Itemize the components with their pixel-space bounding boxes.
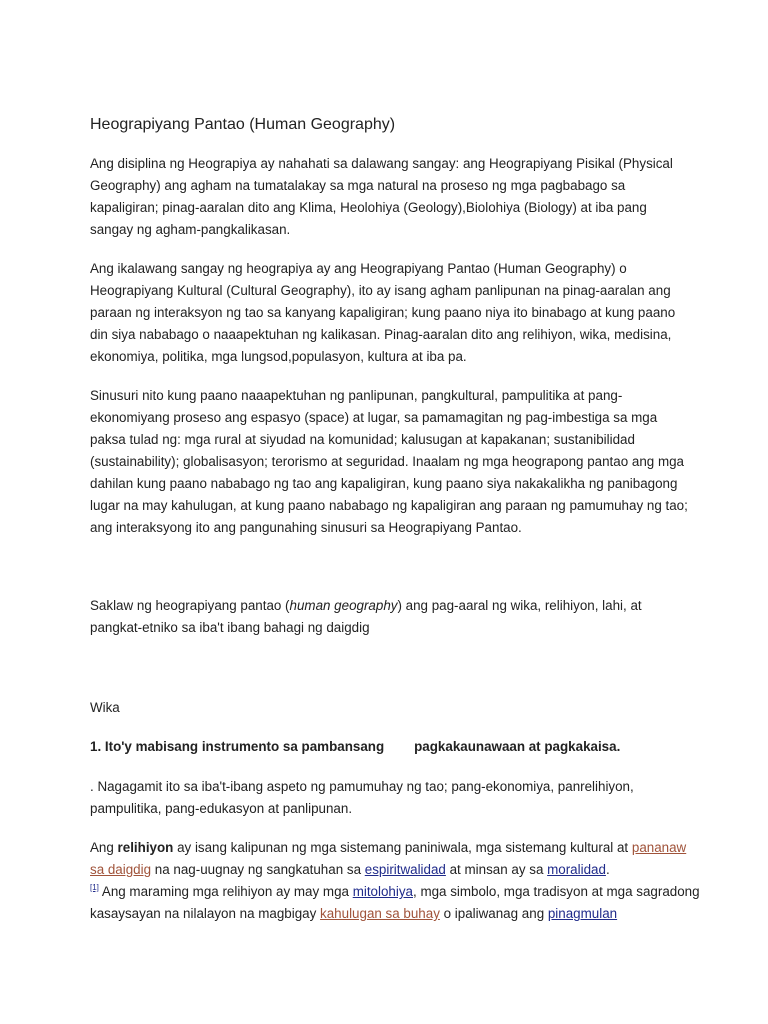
numbered-heading <box>90 736 690 758</box>
scope-italic-term: human geography <box>289 598 398 613</box>
paragraph-human-geography: Ang ikalawang sangay ng heograpiya ay ang Heograpiyang Pantao (Human Geography) o Heograpiyang Kultural (Cultural Geography), ito ay isang agham panlipunan na pinag-aaralan ang paraan ng interaksyon ng tao sa kanyang kapaligiran; kung paano niya ito binabago at kung paano din siya nababago o naaapektuhan ng kalikasan. Pinag-aaralan dito ang relihiyon, wika, medisina, ekonomiya, politika, mga lungsod,populasyon, kultura at iba pa. <box>90 261 676 364</box>
heading-part-1: 1. Ito'y mabisang instrumento sa pambansang <box>90 739 385 754</box>
relihiyon-text-4: at minsan ay sa <box>445 862 548 877</box>
relihiyon-text-7: , mga simbolo, mga tradisyon at mga sagradong kasaysayan na nilalayon na magbigay <box>90 884 700 921</box>
relihiyon-text-3: na nag-uugnay ng sangkatuhan sa <box>151 862 365 877</box>
paragraph-physical-geography: Ang disiplina ng Heograpiya ay nahahati sa dalawang sangay: ang Heograpiyang Pisikal (Physical Geography) ang agham na tumatalakay sa mga natural na proseso ng mga pagbabago sa kapaligiran; pinag-aaralan dito ang Klima, Heolohiya (Geology),Biolohiya (Biology) at iba pang sangay ng agham-pangkalikasan. <box>90 156 673 237</box>
link-moralidad[interactable]: moralidad <box>547 862 606 877</box>
relihiyon-text-5: . <box>605 862 610 877</box>
link-espiritwalidad[interactable]: espiritwalidad <box>364 862 446 877</box>
scope-text-before: Saklaw ng heograpiyang pantao ( <box>90 598 290 613</box>
footnote-link[interactable]: [1] <box>90 883 99 892</box>
link-pinagmulan[interactable]: pinagmulan <box>547 906 618 921</box>
paragraph-relihiyon <box>90 837 700 925</box>
document-title: Heograpiyang Pantao (Human Geography) <box>90 116 396 133</box>
paragraph-analysis: Sinusuri nito kung paano naaapektuhan ng panlipunan, pangkultural, pampulitika at pang-ekonomiyang proseso ang espasyo (space) at lugar, sa pamamagitan ng pag-imbestiga sa mga paksa tulad ng: mga rural at siyudad na komunidad; kalusugan at kapakanan; sustanibilidad (sustainability); globalisasyon; terorismo at seguridad. Inaalam ng mga heograpong pantao ang mga dahilan kung paano nababago ng tao ang kapaligiran, kung paano siya nakakalikha ng panibagong lugar na may kahulugan, at kung paano nababago ng kapaligiran ang paraan ng pamumuhay ng tao; ang interaksyong ito ang pangunahing sinusuri sa Heograpiyang Pantao. <box>90 388 688 535</box>
relihiyon-text-2: ay isang kalipunan ng mga sistemang paniniwala, mga sistemang kultural at <box>173 840 632 855</box>
footnote-ref[interactable] <box>90 883 99 892</box>
link-pananaw-sa-daigdig[interactable]: pananaw sa daigdig <box>90 840 687 877</box>
relihiyon-text-1: Ang <box>90 840 118 855</box>
paragraph-uses: . Nagagamit ito sa iba't-ibang aspeto ng pamumuhay ng tao; pang-ekonomiya, panrelihiyon, pampulitika, pang-edukasyon at panlipunan. <box>90 779 634 816</box>
paragraph-scope <box>90 595 690 639</box>
link-mitolohiya[interactable]: mitolohiya <box>352 884 413 899</box>
relihiyon-bold-term: relihiyon <box>117 840 174 855</box>
link-kahulugan-sa-buhay[interactable]: kahulugan sa buhay <box>320 906 440 921</box>
section-label-wika: Wika <box>90 700 120 715</box>
heading-part-2: pagkakaunawaan at pagkakaisa. <box>414 739 621 754</box>
relihiyon-text-8: o ipaliwanag ang <box>439 906 548 921</box>
scope-text-after: ) ang pag-aaral ng wika, relihiyon, lahi, at pangkat-etniko sa iba't ibang bahagi ng daigdig <box>90 598 642 635</box>
relihiyon-text-6: Ang maraming mga relihiyon ay may mga <box>98 884 353 899</box>
